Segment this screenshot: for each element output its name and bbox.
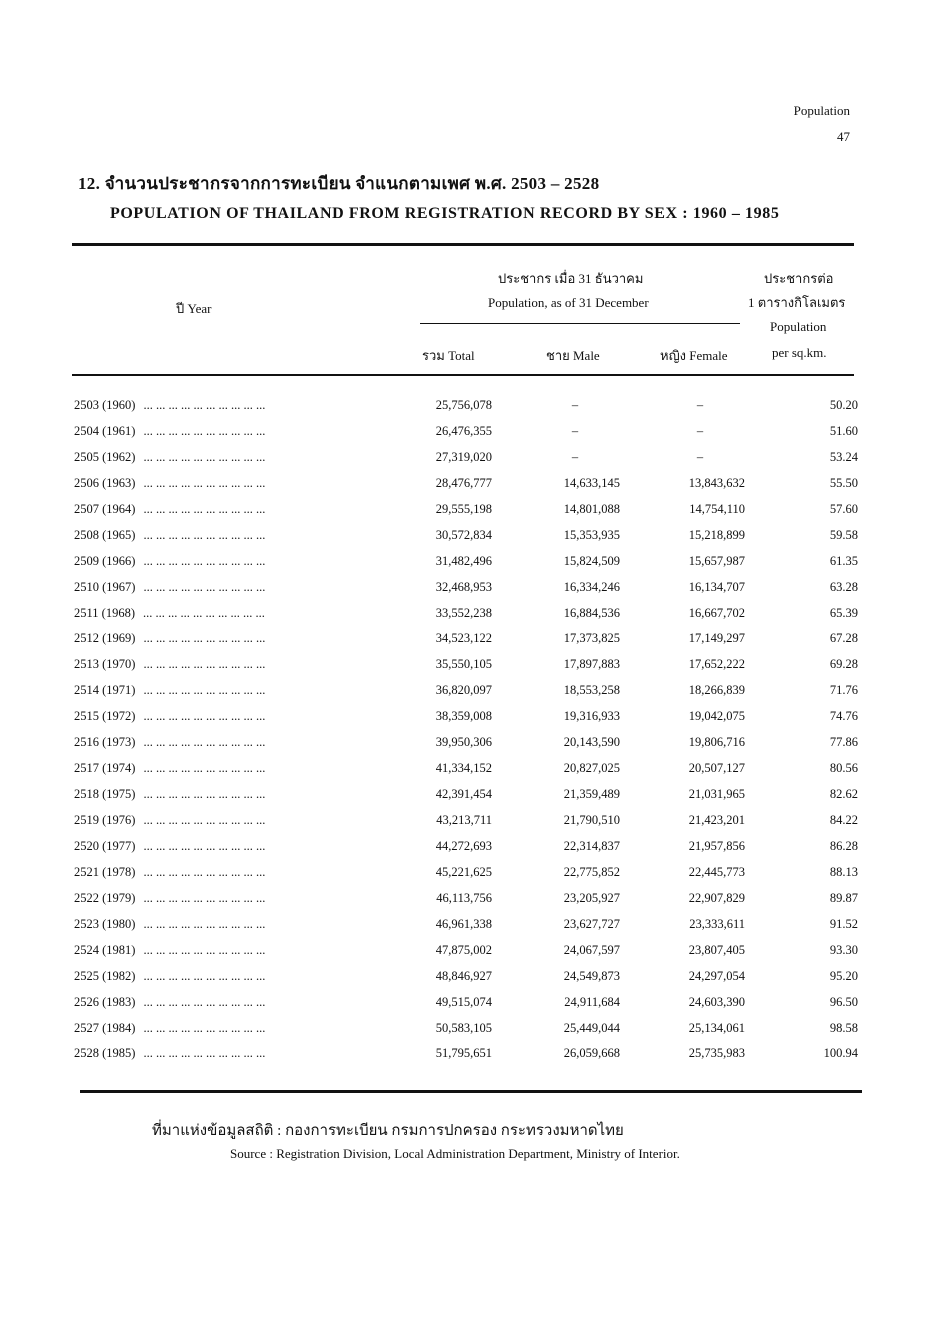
female-cell: –: [696, 398, 704, 412]
table-title-thai: 12. จำนวนประชากรจากการทะเบียน จำแนกตามเพศ พ.ศ. 2503 – 2528: [78, 174, 600, 193]
dot-leader: ... ... ... ... ... ... ... ... ... ...: [143, 735, 266, 750]
female-cell: 16,667,702: [688, 605, 745, 620]
header-female: หญิง Female: [660, 348, 728, 363]
year-label: 2507 (1964): [74, 501, 136, 516]
male-cell: 22,775,852: [563, 864, 620, 879]
table-row: [70, 995, 870, 1021]
female-cell: 13,843,632: [688, 475, 745, 490]
year-cell: [74, 528, 374, 543]
dot-leader: ... ... ... ... ... ... ... ... ... ...: [143, 631, 266, 646]
year-label: 2514 (1971): [74, 683, 136, 698]
table-row: [70, 813, 870, 839]
year-cell: [74, 424, 374, 439]
density-cell: 91.52: [829, 916, 858, 931]
year-cell: [74, 476, 374, 491]
male-cell: 20,143,590: [563, 735, 620, 750]
female-cell: 22,445,773: [688, 864, 745, 879]
table-row: [70, 424, 870, 450]
table-row: [70, 580, 870, 606]
density-cell: 86.28: [829, 838, 858, 853]
header-density-thai-1: ประชากรต่อ: [764, 271, 834, 286]
year-label: 2503 (1960): [74, 398, 136, 412]
female-cell: 19,042,075: [688, 709, 745, 724]
total-cell: 47,875,002: [435, 942, 492, 957]
table-row: [70, 943, 870, 969]
year-label: 2508 (1965): [74, 527, 136, 542]
total-cell: 25,756,078: [435, 398, 492, 412]
female-cell: 25,735,983: [688, 1046, 745, 1061]
female-cell: 17,149,297: [688, 631, 745, 646]
density-cell: 59.58: [829, 527, 858, 542]
year-label: 2524 (1981): [74, 942, 136, 957]
header-year: ปี Year: [176, 301, 212, 316]
male-cell: 14,801,088: [563, 501, 620, 516]
female-cell: 17,652,222: [688, 657, 745, 672]
dot-leader: ... ... ... ... ... ... ... ... ... ...: [143, 527, 266, 542]
table-row: [70, 709, 870, 735]
density-cell: 93.30: [829, 942, 858, 957]
male-cell: 15,353,935: [563, 527, 620, 542]
dot-leader: ... ... ... ... ... ... ... ... ... ...: [143, 657, 266, 672]
total-cell: 29,555,198: [435, 501, 492, 516]
female-cell: 21,031,965: [688, 787, 745, 802]
density-cell: 63.28: [829, 579, 858, 594]
dot-leader: ... ... ... ... ... ... ... ... ... ...: [143, 475, 266, 490]
source-english: Source : Registration Division, Local Administration Department, Ministry of Interior.: [230, 1146, 680, 1161]
year-label: 2525 (1982): [74, 968, 136, 983]
male-cell: 17,373,825: [563, 631, 620, 646]
male-cell: 24,911,684: [564, 994, 620, 1009]
total-cell: 31,482,496: [435, 553, 492, 568]
female-cell: 22,907,829: [688, 890, 745, 905]
total-cell: 36,820,097: [435, 683, 492, 698]
male-cell: 22,314,837: [563, 838, 620, 853]
dot-leader: ... ... ... ... ... ... ... ... ... ...: [143, 423, 266, 438]
year-cell: [74, 398, 374, 413]
table-row: [70, 528, 870, 554]
year-label: 2510 (1967): [74, 579, 136, 594]
female-cell: –: [696, 449, 704, 464]
year-cell: [74, 787, 374, 802]
female-cell: 23,807,405: [688, 942, 745, 957]
male-cell: –: [571, 423, 579, 438]
table-row: [70, 683, 870, 709]
table-row: [70, 398, 870, 424]
table-row: [70, 450, 870, 476]
female-cell: 18,266,839: [688, 683, 745, 698]
header-population-english: Population, as of 31 December: [488, 295, 649, 310]
year-cell: [74, 554, 374, 569]
male-cell: 23,205,927: [563, 890, 620, 905]
male-cell: 14,633,145: [563, 475, 620, 490]
total-cell: 27,319,020: [435, 449, 492, 464]
dot-leader: ... ... ... ... ... ... ... ... ... ...: [143, 1020, 266, 1035]
year-cell: [74, 735, 374, 750]
year-cell: [74, 657, 374, 672]
year-cell: [74, 943, 374, 958]
year-label: 2512 (1969): [74, 631, 136, 646]
total-cell: 38,359,008: [435, 709, 492, 724]
total-cell: 46,113,756: [436, 890, 492, 905]
table-row: [70, 554, 870, 580]
year-cell: [74, 450, 374, 465]
total-cell: 30,572,834: [435, 527, 492, 542]
year-cell: [74, 761, 374, 776]
total-cell: 51,795,651: [435, 1046, 492, 1061]
table-row: [70, 891, 870, 917]
total-cell: 43,213,711: [436, 813, 492, 827]
year-cell: [74, 502, 374, 517]
header-bottom-rule: [72, 374, 854, 376]
year-label: 2509 (1966): [74, 553, 136, 568]
year-label: 2526 (1983): [74, 994, 136, 1009]
density-cell: 82.62: [829, 787, 858, 802]
header-density-english-1: Population: [770, 319, 827, 334]
year-cell: [74, 969, 374, 984]
female-cell: –: [696, 423, 704, 438]
total-cell: 45,221,625: [435, 864, 492, 879]
year-label: 2527 (1984): [74, 1020, 136, 1035]
table-row: [70, 476, 870, 502]
density-cell: 100.94: [823, 1046, 858, 1061]
female-cell: 23,333,611: [689, 916, 745, 931]
male-cell: 23,627,727: [563, 916, 620, 931]
year-cell: [74, 683, 374, 698]
year-cell: [74, 839, 374, 854]
total-cell: 46,961,338: [435, 916, 492, 931]
header-male: ชาย Male: [546, 348, 600, 363]
dot-leader: ... ... ... ... ... ... ... ... ... ...: [143, 916, 266, 931]
table-row: [70, 761, 870, 787]
table-row: [70, 839, 870, 865]
female-cell: 19,806,716: [688, 735, 745, 750]
table-row: [70, 787, 870, 813]
year-label: 2519 (1976): [74, 813, 136, 827]
total-cell: 48,846,927: [435, 968, 492, 983]
dot-leader: ... ... ... ... ... ... ... ... ... ...: [143, 813, 266, 827]
female-cell: 16,134,707: [688, 579, 745, 594]
density-cell: 61.35: [829, 553, 858, 568]
male-cell: 21,790,510: [563, 813, 620, 827]
year-label: 2516 (1973): [74, 735, 136, 750]
dot-leader: ... ... ... ... ... ... ... ... ... ...: [143, 553, 266, 568]
table-row: [70, 917, 870, 943]
year-cell: [74, 995, 374, 1010]
dot-leader: ... ... ... ... ... ... ... ... ... ...: [143, 942, 266, 957]
year-label: 2521 (1978): [74, 864, 136, 879]
dot-leader: ... ... ... ... ... ... ... ... ... ...: [143, 838, 266, 853]
density-cell: 53.24: [829, 449, 858, 464]
year-label: 2515 (1972): [74, 709, 136, 724]
year-cell: [74, 891, 374, 906]
year-cell: [74, 1021, 374, 1036]
year-label: 2518 (1975): [74, 787, 136, 802]
table-row: [70, 1046, 870, 1072]
table-title-english: POPULATION OF THAILAND FROM REGISTRATION RECORD BY SEX : 1960 – 1985: [110, 205, 780, 222]
total-cell: 34,523,122: [435, 631, 492, 646]
section-name: Population: [793, 103, 850, 118]
table-row: [70, 502, 870, 528]
density-cell: 77.86: [829, 735, 858, 750]
year-cell: [74, 606, 374, 621]
male-cell: 18,553,258: [563, 683, 620, 698]
dot-leader: ... ... ... ... ... ... ... ... ... ...: [143, 864, 266, 879]
dot-leader: ... ... ... ... ... ... ... ... ... ...: [143, 501, 266, 516]
page-number: 47: [837, 129, 850, 144]
year-label: 2513 (1970): [74, 657, 136, 672]
year-label: 2522 (1979): [74, 890, 136, 905]
header-total: รวม Total: [422, 348, 475, 363]
table-top-rule: [72, 243, 854, 246]
total-cell: 32,468,953: [435, 579, 492, 594]
dot-leader: ... ... ... ... ... ... ... ... ... ...: [143, 1046, 266, 1061]
dot-leader: ... ... ... ... ... ... ... ... ... ...: [143, 605, 265, 620]
density-cell: 55.50: [829, 475, 858, 490]
dot-leader: ... ... ... ... ... ... ... ... ... ...: [143, 994, 266, 1009]
density-cell: 71.76: [829, 683, 858, 698]
total-cell: 39,950,306: [435, 735, 492, 750]
male-cell: 16,884,536: [563, 605, 620, 620]
total-cell: 44,272,693: [435, 838, 492, 853]
total-cell: 28,476,777: [435, 475, 492, 490]
total-cell: 49,515,074: [435, 994, 492, 1009]
dot-leader: ... ... ... ... ... ... ... ... ... ...: [143, 449, 266, 464]
density-cell: 74.76: [829, 709, 858, 724]
female-cell: 21,423,201: [688, 813, 745, 827]
table-row: [70, 657, 870, 683]
header-density-english-2: per sq.km.: [772, 345, 827, 360]
year-cell: [74, 813, 374, 828]
total-cell: 35,550,105: [435, 657, 492, 672]
dot-leader: ... ... ... ... ... ... ... ... ... ...: [143, 709, 266, 724]
year-label: 2523 (1980): [74, 916, 136, 931]
year-label: 2520 (1977): [74, 838, 136, 853]
male-cell: 24,067,597: [563, 942, 620, 957]
density-cell: 65.39: [829, 605, 858, 620]
density-cell: 67.28: [829, 631, 858, 646]
density-cell: 95.20: [829, 968, 858, 983]
density-cell: 88.13: [829, 864, 858, 879]
dot-leader: ... ... ... ... ... ... ... ... ... ...: [143, 579, 266, 594]
year-cell: [74, 709, 374, 724]
table-row: [70, 631, 870, 657]
female-cell: 20,507,127: [688, 761, 745, 776]
female-cell: 24,603,390: [688, 994, 745, 1009]
dot-leader: ... ... ... ... ... ... ... ... ... ...: [143, 890, 266, 905]
male-cell: 17,897,883: [563, 657, 620, 672]
table-row: [70, 606, 870, 632]
total-cell: 41,334,152: [435, 761, 492, 776]
dot-leader: ... ... ... ... ... ... ... ... ... ...: [143, 398, 266, 412]
year-label: 2528 (1985): [74, 1046, 136, 1061]
male-cell: 16,334,246: [563, 579, 620, 594]
header-span-rule: [420, 323, 740, 324]
year-label: 2517 (1974): [74, 761, 136, 776]
female-cell: 25,134,061: [688, 1020, 745, 1035]
male-cell: 15,824,509: [563, 553, 620, 568]
female-cell: 14,754,110: [689, 501, 745, 516]
year-label: 2504 (1961): [74, 423, 136, 438]
table-body: [70, 398, 870, 1072]
table-row: [70, 1021, 870, 1047]
density-cell: 80.56: [829, 761, 858, 776]
running-head: [794, 98, 850, 150]
male-cell: 21,359,489: [563, 787, 620, 802]
dot-leader: ... ... ... ... ... ... ... ... ... ...: [143, 761, 266, 776]
source-thai: ที่มาแห่งข้อมูลสถิติ : กองการทะเบียน กรมการปกครอง กระทรวงมหาดไทย: [152, 1123, 624, 1139]
year-label: 2505 (1962): [74, 449, 136, 464]
density-cell: 50.20: [829, 398, 858, 412]
table-bottom-rule: [80, 1090, 862, 1093]
male-cell: 25,449,044: [563, 1020, 620, 1035]
male-cell: 20,827,025: [563, 761, 620, 776]
dot-leader: ... ... ... ... ... ... ... ... ... ...: [143, 787, 266, 802]
male-cell: –: [571, 398, 579, 412]
total-cell: 50,583,105: [435, 1020, 492, 1035]
density-cell: 84.22: [829, 813, 858, 827]
male-cell: 24,549,873: [563, 968, 620, 983]
female-cell: 24,297,054: [688, 968, 745, 983]
density-cell: 89.87: [829, 890, 858, 905]
male-cell: 26,059,668: [563, 1046, 620, 1061]
table-row: [70, 969, 870, 995]
header-density-thai-2: 1 ตารางกิโลเมตร: [748, 295, 846, 310]
table-row: [70, 735, 870, 761]
density-cell: 96.50: [829, 994, 858, 1009]
density-cell: 57.60: [829, 501, 858, 516]
total-cell: 33,552,238: [435, 605, 492, 620]
total-cell: 42,391,454: [435, 787, 492, 802]
table-row: [70, 865, 870, 891]
male-cell: –: [571, 449, 579, 464]
year-cell: [74, 1046, 374, 1061]
male-cell: 19,316,933: [563, 709, 620, 724]
female-cell: 15,218,899: [688, 527, 745, 542]
density-cell: 69.28: [829, 657, 858, 672]
density-cell: 98.58: [829, 1020, 858, 1035]
year-cell: [74, 631, 374, 646]
header-population-thai: ประชากร เมื่อ 31 ธันวาคม: [498, 271, 644, 286]
year-cell: [74, 580, 374, 595]
female-cell: 15,657,987: [688, 553, 745, 568]
dot-leader: ... ... ... ... ... ... ... ... ... ...: [143, 968, 266, 983]
year-label: 2511 (1968): [74, 605, 135, 620]
year-label: 2506 (1963): [74, 475, 136, 490]
dot-leader: ... ... ... ... ... ... ... ... ... ...: [143, 683, 266, 698]
year-cell: [74, 865, 374, 880]
total-cell: 26,476,355: [435, 423, 492, 438]
density-cell: 51.60: [829, 423, 858, 438]
year-cell: [74, 917, 374, 932]
female-cell: 21,957,856: [688, 838, 745, 853]
